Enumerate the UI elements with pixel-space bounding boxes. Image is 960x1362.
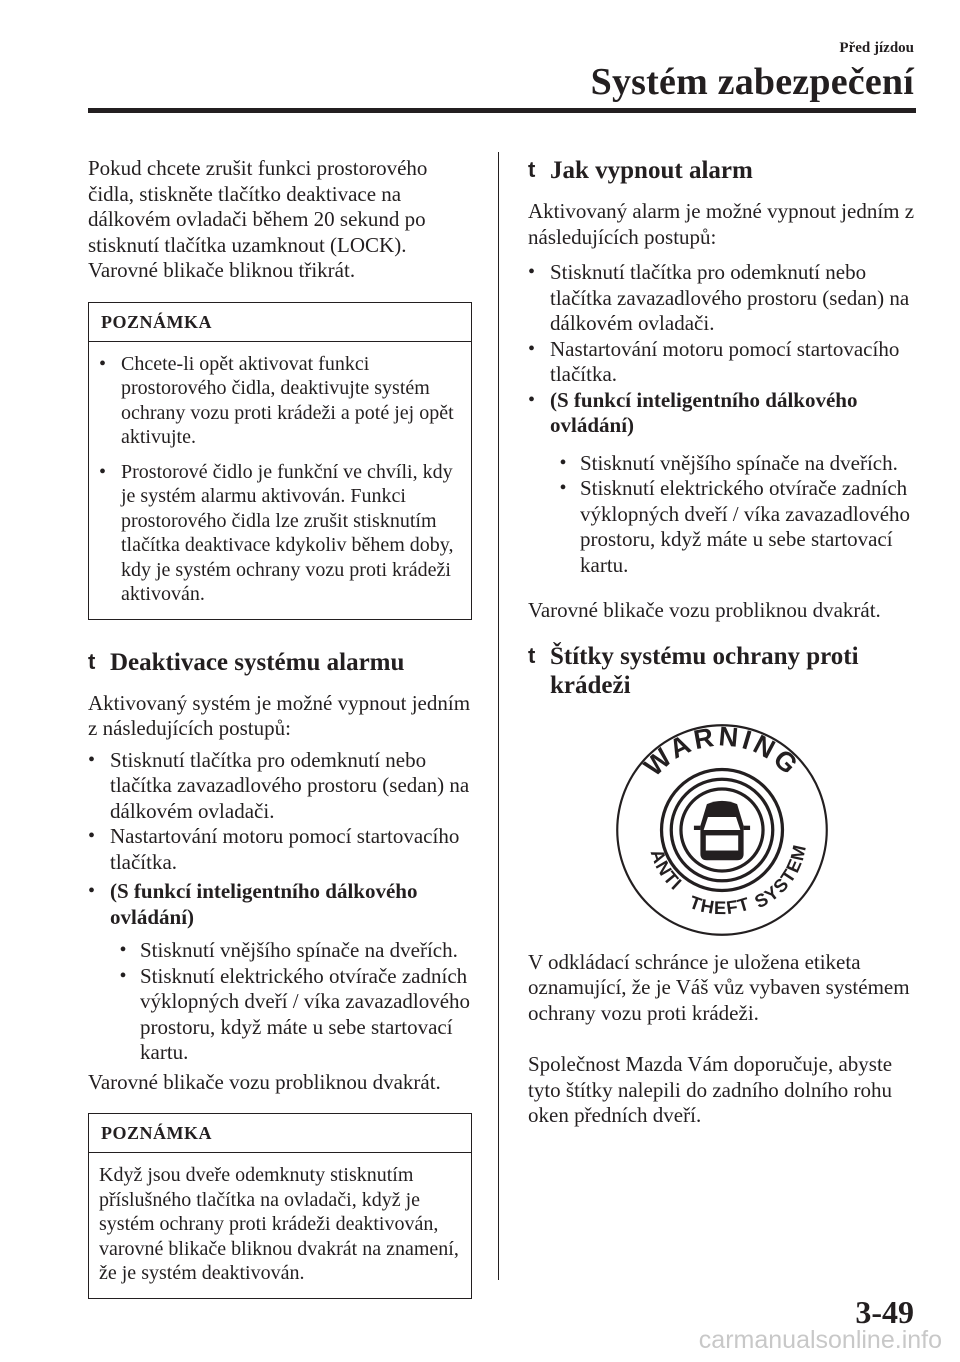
bullet-icon: • <box>119 939 127 961</box>
watermark: carmanualsonline.info <box>698 1326 942 1354</box>
page-number: 3-49 <box>855 1294 914 1330</box>
list-item <box>550 476 918 578</box>
section-outro: Varovné blikače vozu probliknou dvakrát. <box>88 1069 441 1094</box>
header-rule <box>88 108 916 113</box>
bullet-icon: • <box>528 388 536 411</box>
section-heading <box>528 642 918 700</box>
list-item-text: Stisknutí elektrického otvírače zadních výklopných dveří / víka zavazadlového prostoru, když máte u sebe startovací kartu. <box>140 963 471 1064</box>
list-item <box>550 451 918 477</box>
note-box <box>88 302 472 620</box>
emblem-bottom-text: THEFT <box>686 890 753 918</box>
right-column <box>528 156 918 1129</box>
section-outro: Varovné blikače vozu probliknou dvakrát. <box>528 598 881 622</box>
note-heading: POZNÁMKA <box>89 303 471 342</box>
section-marker: t <box>88 648 96 674</box>
list-item <box>99 460 461 607</box>
list-item-text: Chcete-li opět aktivovat funkci prostorového čidla, deaktivujte systém ochrany vozu proti krádeži a poté jej opět aktivujte. <box>121 352 454 448</box>
note-text: Když jsou dveře odemknuty stisknutím příslušného tlačítka na ovladači, když je systém ochrany proti krádeži deaktivován, varovné blikače bliknou dvakrát na znamení, že je systém deaktivován. <box>99 1164 459 1284</box>
section-intro: Aktivovaný systém je možné vypnout jedním z následujících postupů: <box>88 690 471 740</box>
list-item <box>88 824 472 875</box>
bullet-icon: • <box>559 451 567 474</box>
list-item-text: Nastartování motoru pomocí startovacího tlačítka. <box>110 824 460 874</box>
sub-list <box>528 451 918 579</box>
section-intro: Aktivovaný alarm je možné vypnout jedním z následujících postupů: <box>528 199 915 249</box>
note-box <box>88 1113 472 1299</box>
section-heading <box>88 648 472 677</box>
anti-theft-warning-emblem <box>614 722 830 938</box>
section-marker: t <box>528 642 536 668</box>
list-item-text: (S funkcí inteligentního dálkového ovládání) <box>550 387 858 437</box>
list-item-text: Stisknutí vnějšího spínače na dveřích. <box>580 450 898 475</box>
recommendation-paragraph: Společnost Mazda Vám doporučuje, abyste tyto štítky nalepili do zadního dolního rohu oken předních dveří. <box>528 1052 893 1127</box>
list-item <box>528 260 918 337</box>
left-column <box>88 156 472 1299</box>
bullet-icon: • <box>559 477 567 499</box>
list-item-text: Prostorové čidlo je funkční ve chvíli, kdy je systém alarmu aktivován. Funkci prostorového čidla lze zrušit stisknutím tlačítka deaktivace kdykoliv během doby, kdy je systém ochrany vozu proti krádeži aktivován. <box>121 460 454 605</box>
section-title: Štítky systému ochrany proti krádeži <box>550 642 859 699</box>
list-item <box>88 879 472 930</box>
bullet-icon: • <box>99 352 107 375</box>
column-divider <box>498 152 499 1280</box>
sub-list <box>88 938 472 1066</box>
list-item <box>528 388 918 439</box>
bullet-icon: • <box>88 825 96 847</box>
bullet-icon: • <box>99 460 107 483</box>
bullet-icon: • <box>119 964 127 987</box>
list-item <box>88 748 472 825</box>
section-title: Jak vypnout alarm <box>550 157 753 184</box>
list-item <box>110 938 472 964</box>
bullet-icon: • <box>88 880 96 902</box>
intro-paragraph: Pokud chcete zrušit funkci prostorového čidla, stiskněte tlačítko deaktivace na dálkovém ovladači během 20 sekund po stisknutí tlačítka uzamknout (LOCK). <box>88 156 428 257</box>
page-title: Systém zabezpečení <box>590 61 914 103</box>
list-item <box>528 337 918 388</box>
emblem-top-text: WARNING <box>638 721 806 782</box>
note-heading: POZNÁMKA <box>89 1114 471 1153</box>
label-paragraph: V odkládací schránce je uložena etiketa oznamující, že je Váš vůz vybaven systémem ochrany vozu proti krádeži. <box>528 949 910 1025</box>
list-item-text: Stisknutí tlačítka pro odemknutí nebo tlačítka zavazadlového prostoru (sedan) na dálkovém ovladači. <box>110 747 470 823</box>
section-title: Deaktivace systému alarmu <box>110 648 405 676</box>
list-item-text: Stisknutí tlačítka pro odemknutí nebo tlačítka zavazadlového prostoru (sedan) na dálkovém ovladači. <box>550 260 910 335</box>
section-marker: t <box>528 157 536 182</box>
header-section-label: Před jízdou <box>839 40 914 56</box>
list-item-text: (S funkcí inteligentního dálkového ovládání) <box>110 879 418 929</box>
bullet-icon: • <box>528 337 536 360</box>
bullet-icon: • <box>88 748 96 771</box>
list-item-text: Stisknutí vnějšího spínače na dveřích. <box>140 938 458 962</box>
bullet-icon: • <box>528 261 536 283</box>
list-item-text: Nastartování motoru pomocí startovacího tlačítka. <box>550 336 900 386</box>
emblem-left-text: ANTI <box>646 845 687 894</box>
list-item <box>110 964 472 1066</box>
list-item-text: Stisknutí elektrického otvírače zadních výklopných dveří / víka zavazadlového prostoru, když máte u sebe startovací kartu. <box>580 476 911 577</box>
section-heading <box>528 156 918 185</box>
list-item <box>99 352 461 450</box>
emblem-right-text: SYSTEM <box>750 841 811 912</box>
intro-paragraph: Varovné blikače bliknou třikrát. <box>88 258 356 282</box>
note-body <box>89 1153 471 1298</box>
note-body <box>89 342 471 619</box>
